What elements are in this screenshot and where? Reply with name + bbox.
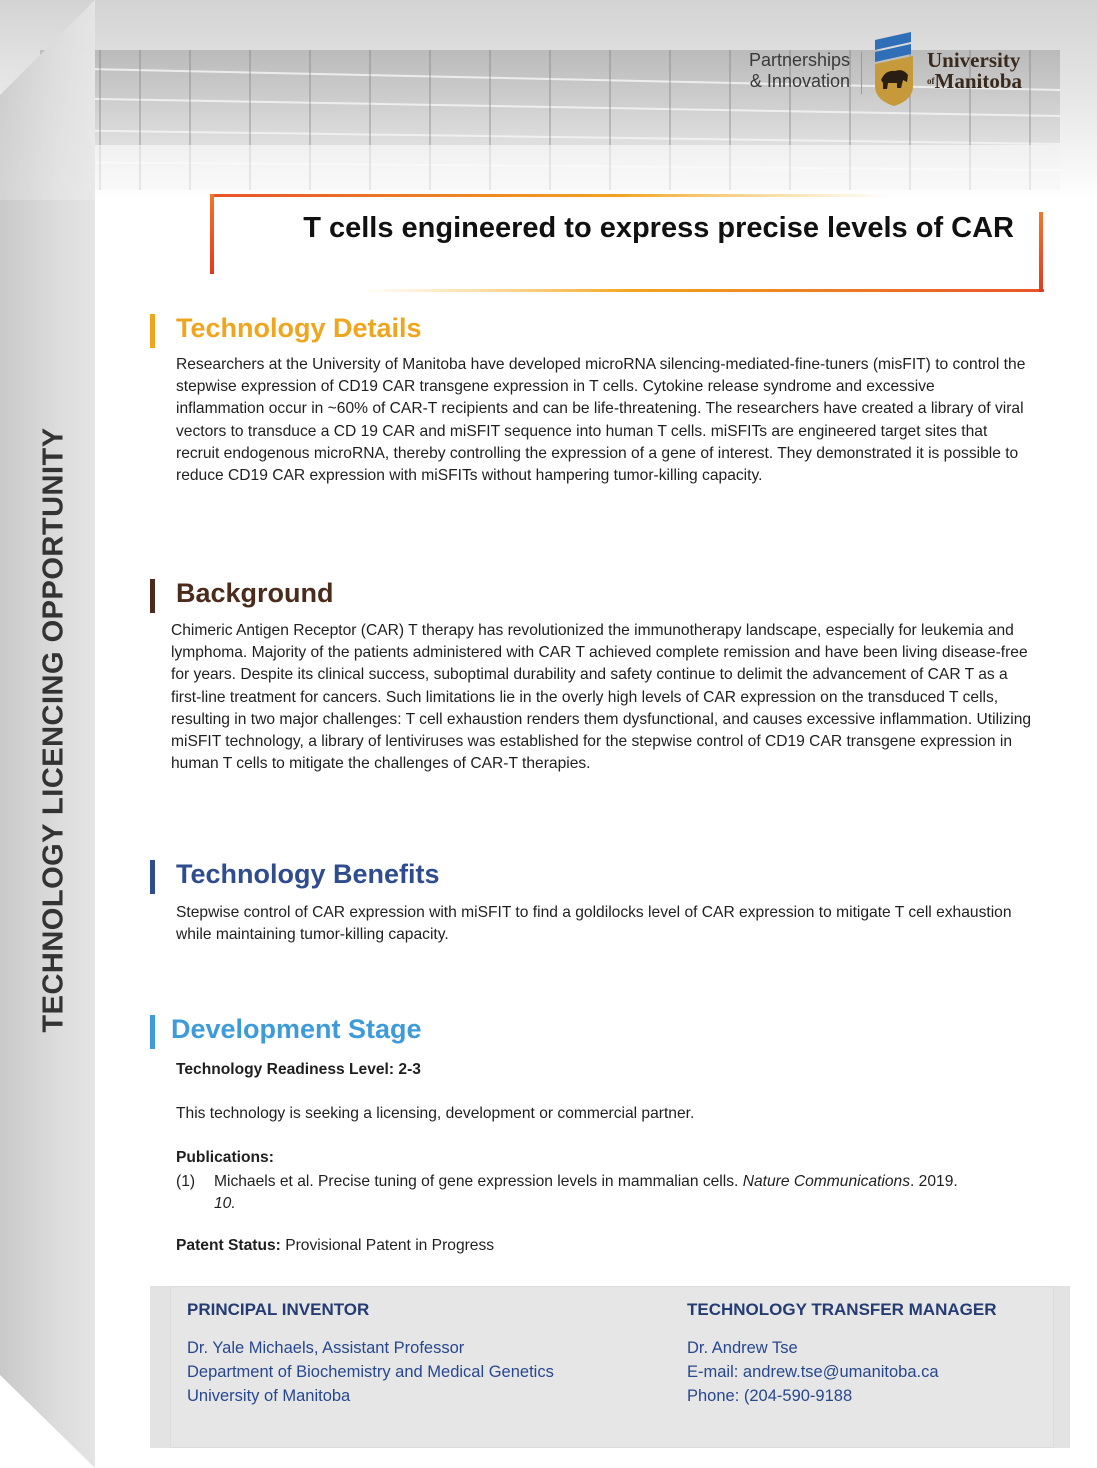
manager-email[interactable]: E-mail: andrew.tse@umanitoba.ca <box>687 1363 939 1381</box>
background-section <box>150 577 1030 775</box>
readiness-level: Technology Readiness Level: 2-3 <box>176 1061 421 1078</box>
publication-number: (1) <box>176 1173 196 1190</box>
page-title: T cells engineered to express precise levels of CAR <box>303 212 1014 244</box>
partner-line-2: & Innovation <box>749 71 850 91</box>
university-name <box>927 50 1022 92</box>
development-stage-section <box>150 1013 1030 1255</box>
section-body: Stepwise control of CAR expression with miSFIT to find a goldilocks level of CAR expression to mitigate T cell exhaustion while maintaining tumor-killing capacity. <box>176 904 1012 944</box>
publications-label: Publications: <box>176 1149 274 1166</box>
section-accent-bar <box>150 579 155 613</box>
contact-heading: PRINCIPAL INVENTOR <box>187 1300 370 1319</box>
technology-benefits-section <box>150 858 1030 946</box>
publication-text: Michaels et al. Precise tuning of gene expression levels in mammalian cells. <box>214 1173 739 1190</box>
university-line-2: Manitoba <box>934 69 1023 93</box>
university-logo <box>735 30 1065 110</box>
side-banner-text: TECHNOLOGY LICENCING OPPORTUNITY <box>37 427 70 1033</box>
bison-crest-icon <box>873 30 917 108</box>
partnerships-innovation-label <box>735 50 850 92</box>
logo-divider <box>861 52 862 94</box>
university-line-1: University <box>927 48 1021 72</box>
patent-status <box>176 1237 1030 1255</box>
manager-phone[interactable]: Phone: (204-590-9188 <box>687 1387 853 1405</box>
publication-journal: Nature Communications <box>742 1173 910 1190</box>
principal-inventor-card <box>187 1300 554 1408</box>
seeking-partner-text: This technology is seeking a licensing, development or commercial partner. <box>176 1105 695 1122</box>
inventor-name: Dr. Yale Michaels, Assistant Professor <box>187 1339 465 1357</box>
inventor-institution: University of Manitoba <box>187 1387 351 1405</box>
section-accent-bar <box>150 1015 155 1049</box>
publication-year: 2019. <box>918 1173 958 1190</box>
contact-heading: TECHNOLOGY TRANSFER MANAGER <box>687 1300 997 1319</box>
transfer-manager-card <box>687 1300 996 1408</box>
patent-value: Provisional Patent in Progress <box>285 1237 495 1254</box>
title-box <box>210 192 1044 295</box>
section-heading: Technology Benefits <box>176 859 440 889</box>
section-accent-bar <box>150 314 155 348</box>
section-heading: Technology Details <box>176 313 422 343</box>
publication-volume: 10. <box>214 1195 236 1212</box>
publication-item: (1) Michaels et al. Precise tuning of gene expression levels in mammalian cells. Nature Communications. 2019. 10. <box>176 1173 958 1212</box>
technology-details-section <box>150 312 1030 487</box>
section-heading: Development Stage <box>171 1014 422 1044</box>
section-heading: Background <box>176 578 334 608</box>
section-body: Chimeric Antigen Receptor (CAR) T therapy has revolutionized the immunotherapy landscape, especially for leukemia and lymphoma. Majority of the patients administered with CAR T achieved complete remission and have been living disease-free for years. Despite its clinical success, suboptimal durability and safety continue to delimit the advancement of CAR T as a first-line treatment for cancers. Such limitations lie in the overly high levels of CAR expression on the transduced T cells, resulting in two major challenges: T cell exhaustion renders them dysfunctional, and causes excessive inflammation. Utilizing miSFIT technology, a library of lentiviruses was established for the stepwise control of CD19 CAR transgene expression in human T cells to mitigate the challenges of CAR-T therapies. <box>171 622 1032 773</box>
section-body: Researchers at the University of Manitoba have developed microRNA silencing-mediated-fine-tuners (misFIT) to control the stepwise expression of CD19 CAR transgene expression in T cells. Cytokine release syndrome and excessive inflammation occur in ~60% of CAR-T recipients and can be life-threatening. The researchers have created a library of viral vectors to transduce a CD 19 CAR and miSFIT sequence into human T cells. miSFITs are engineered target sites that recruit endogenous microRNA, thereby controlling the expression of a gene of interest. They demonstrated it is possible to reduce CD19 CAR expression with miSFITs without hampering tumor-killing capacity. <box>176 356 1026 485</box>
university-of-small: of <box>927 76 935 86</box>
inventor-department: Department of Biochemistry and Medical Genetics <box>187 1363 554 1381</box>
fold-highlight <box>0 0 95 200</box>
section-accent-bar <box>150 860 155 894</box>
manager-name: Dr. Andrew Tse <box>687 1339 798 1357</box>
partner-line-1: Partnerships <box>748 50 850 70</box>
patent-label: Patent Status: <box>176 1237 281 1254</box>
